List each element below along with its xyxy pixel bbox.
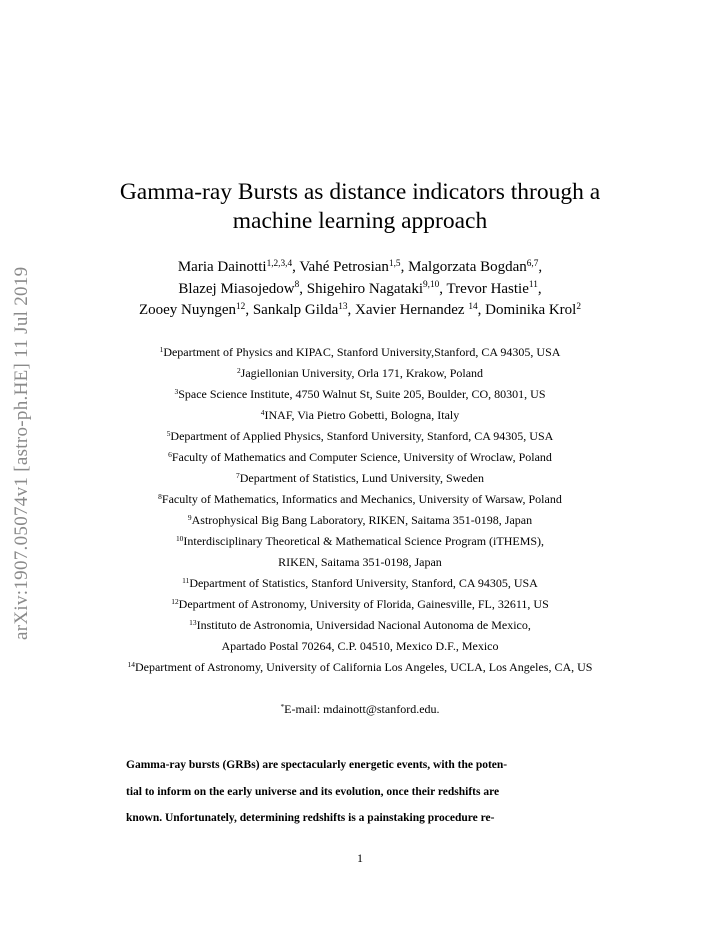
affiliation-line xyxy=(0,426,720,447)
affiliation-text: Faculty of Mathematics and Computer Science, University of Wroclaw, Poland xyxy=(171,450,552,464)
abstract-line: tial to inform on the early universe and its evolution, once their redshifts are xyxy=(126,785,500,798)
author xyxy=(139,302,253,318)
affiliation-text: Department of Statistics, Lund University, Sweden xyxy=(239,471,484,485)
author-separator: , xyxy=(537,280,542,297)
author xyxy=(408,259,542,275)
affiliation-line xyxy=(0,615,720,636)
author-separator: , xyxy=(245,302,253,318)
affiliation-text: Faculty of Mathematics, Informatics and Mechanics, University of Warsaw, Poland xyxy=(161,492,562,506)
corresponding-email xyxy=(0,702,720,717)
author-name: Sankalp Gilda xyxy=(252,302,339,318)
author-name: Trevor Hastie xyxy=(446,280,529,297)
page-number: 1 xyxy=(357,851,363,865)
author-name: Blazej Miasojedow xyxy=(178,280,295,297)
affiliation-number: 2 xyxy=(236,365,241,375)
affiliation-line xyxy=(0,531,720,552)
affiliation-number: 13 xyxy=(189,617,197,627)
author-affiliation-marker: 6,7 xyxy=(526,258,539,269)
affiliation-text: Jagiellonian University, Orla 171, Krakow, Poland xyxy=(240,366,484,380)
affiliation-text: Apartado Postal 70264, C.P. 04510, Mexico D.F., Mexico xyxy=(221,639,499,653)
author-list xyxy=(0,257,720,322)
affiliation-text: Instituto de Astronomia, Universidad Nacional Autonoma de Mexico, xyxy=(196,618,531,632)
affiliation-number: 11 xyxy=(182,575,190,585)
email-text: E-mail: mdainott@stanford.edu. xyxy=(284,702,440,716)
author-separator: , xyxy=(400,259,409,275)
author-affiliation-marker: 12 xyxy=(236,301,246,312)
author-name: Shigehiro Nagataki xyxy=(306,280,424,297)
author-name: Xavier Hernandez xyxy=(355,302,469,318)
affiliation-line xyxy=(0,405,720,426)
affiliation-number: 14 xyxy=(127,659,135,669)
affiliation-number: 3 xyxy=(174,386,179,396)
affiliation-number: 7 xyxy=(236,470,240,480)
affiliation-number: 6 xyxy=(168,449,172,459)
affiliation-line xyxy=(0,573,720,594)
affiliation-number: 10 xyxy=(175,533,184,543)
author-line xyxy=(0,279,720,301)
affiliation-text: Interdisciplinary Theoretical & Mathematical Science Program (iTHEMS), xyxy=(183,534,545,548)
affiliation-text: Astrophysical Big Bang Laboratory, RIKEN, Saitama 351-0198, Japan xyxy=(191,513,533,527)
affiliation-text: Department of Astronomy, University of Florida, Gainesville, FL, 32611, US xyxy=(178,597,549,611)
affiliation-line xyxy=(0,657,720,678)
author xyxy=(178,281,306,297)
affiliation-line xyxy=(0,384,720,405)
author-name: Dominika Krol xyxy=(485,302,577,318)
author-affiliation-marker: 9,10 xyxy=(423,280,440,291)
email-marker: * xyxy=(280,701,285,711)
title-line: Gamma-ray Bursts as distance indicators through a xyxy=(119,179,601,205)
author-affiliation-marker: 8 xyxy=(294,280,300,291)
affiliation-number: 9 xyxy=(187,512,192,522)
author-name: Zooey Nuyngen xyxy=(138,302,237,318)
author xyxy=(355,302,485,318)
author xyxy=(299,259,408,275)
affiliation-line xyxy=(0,363,720,384)
affiliation-text: Department of Statistics, Stanford University, Stanford, CA 94305, USA xyxy=(189,576,538,590)
author-affiliation-marker: 11 xyxy=(528,280,538,291)
affiliation-number: 1 xyxy=(159,344,164,354)
author-separator: , xyxy=(538,259,543,275)
affiliation-line xyxy=(0,510,720,531)
author-separator: , xyxy=(477,302,486,318)
author xyxy=(485,302,581,318)
affiliation-line xyxy=(0,594,720,615)
abstract-line: known. Unfortunately, determining redshifts is a painstaking procedure re- xyxy=(126,812,495,824)
affiliation-number: 8 xyxy=(158,491,162,501)
author-line xyxy=(0,257,720,279)
title-line: machine learning approach xyxy=(232,208,488,234)
affiliation-line xyxy=(0,447,720,468)
author-separator: , xyxy=(299,280,307,297)
affiliation-text: Department of Physics and KIPAC, Stanford University,Stanford, CA 94305, USA xyxy=(163,345,561,359)
author-affiliation-marker: 1,5 xyxy=(388,258,401,269)
affiliation-list xyxy=(0,342,720,678)
author-line xyxy=(0,300,720,322)
author-separator: , xyxy=(292,259,300,275)
author-affiliation-marker: 1,2,3,4 xyxy=(266,258,293,269)
author-name: Maria Dainotti xyxy=(177,259,267,275)
affiliation-text: Department of Applied Physics, Stanford University, Stanford, CA 94305, USA xyxy=(170,429,554,443)
affiliation-text: RIKEN, Saitama 351-0198, Japan xyxy=(278,555,442,569)
author-name: Vahé Petrosian xyxy=(299,259,389,275)
author-affiliation-marker: 2 xyxy=(576,301,582,312)
abstract-line: Gamma-ray bursts (GRBs) are spectacularly energetic events, with the poten- xyxy=(126,759,508,771)
arxiv-identifier: arXiv:1907.05074v1 [astro-ph.HE] 11 Jul 2019 xyxy=(11,266,32,640)
affiliation-text: Space Science Institute, 4750 Walnut St, Suite 205, Boulder, CO, 80301, US xyxy=(178,387,546,401)
author-name: Malgorzata Bogdan xyxy=(408,259,527,275)
affiliation-line xyxy=(0,636,720,657)
affiliation-line xyxy=(0,342,720,363)
author-affiliation-marker: 14 xyxy=(468,301,478,312)
affiliation-line xyxy=(0,552,720,573)
affiliation-line xyxy=(0,489,720,510)
affiliation-text: INAF, Via Pietro Gobetti, Bologna, Italy xyxy=(264,408,460,422)
author xyxy=(447,281,542,297)
author xyxy=(307,281,447,297)
author xyxy=(253,302,355,318)
affiliation-text: Department of Astronomy, University of California Los Angeles, UCLA, Los Angeles, CA, US xyxy=(134,660,593,674)
paper-title xyxy=(0,178,720,236)
abstract xyxy=(126,752,596,832)
affiliation-number: 5 xyxy=(166,428,171,438)
author xyxy=(178,259,300,275)
affiliation-number: 12 xyxy=(171,596,179,606)
author-separator: , xyxy=(439,280,447,297)
affiliation-line xyxy=(0,468,720,489)
author-affiliation-marker: 13 xyxy=(338,301,348,312)
author-separator: , xyxy=(347,302,356,318)
affiliation-number: 4 xyxy=(260,407,265,417)
